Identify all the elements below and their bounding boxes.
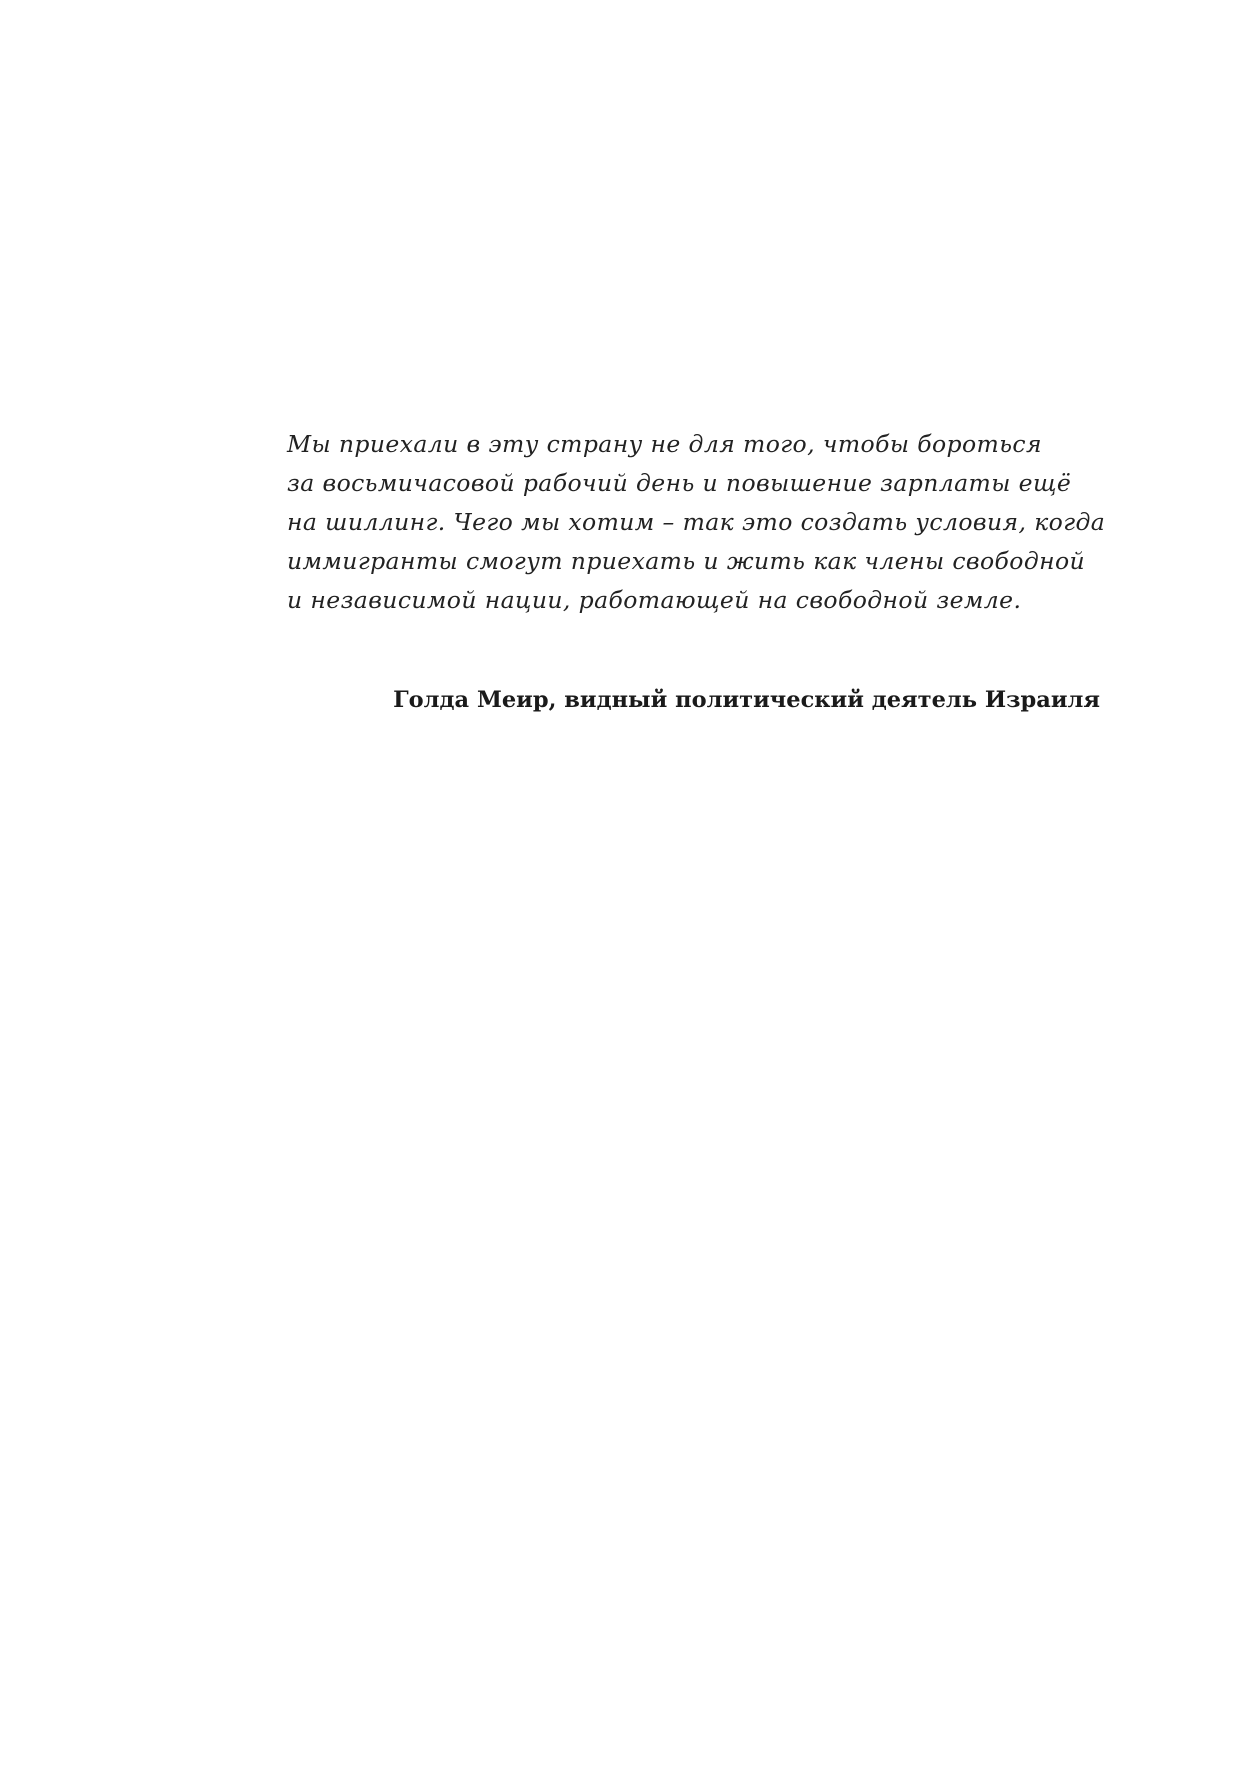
- quote-line: и независимой нации, работающей на свободной земле.: [287, 586, 1022, 614]
- epigraph-quote: [287, 425, 1107, 620]
- quote-line: Мы приехали в эту страну не для того, чтобы бороться: [287, 430, 1042, 458]
- quote-line: на шиллинг. Чего мы хотим – так это создать условия, когда: [287, 508, 1106, 536]
- quote-line: иммигранты смогут приехать и жить как члены свободной: [287, 547, 1086, 575]
- epigraph-attribution: Голда Меир, видный политический деятель Израиля: [393, 687, 1100, 713]
- quote-line: за восьмичасовой рабочий день и повышение зарплаты ещё: [287, 469, 1072, 497]
